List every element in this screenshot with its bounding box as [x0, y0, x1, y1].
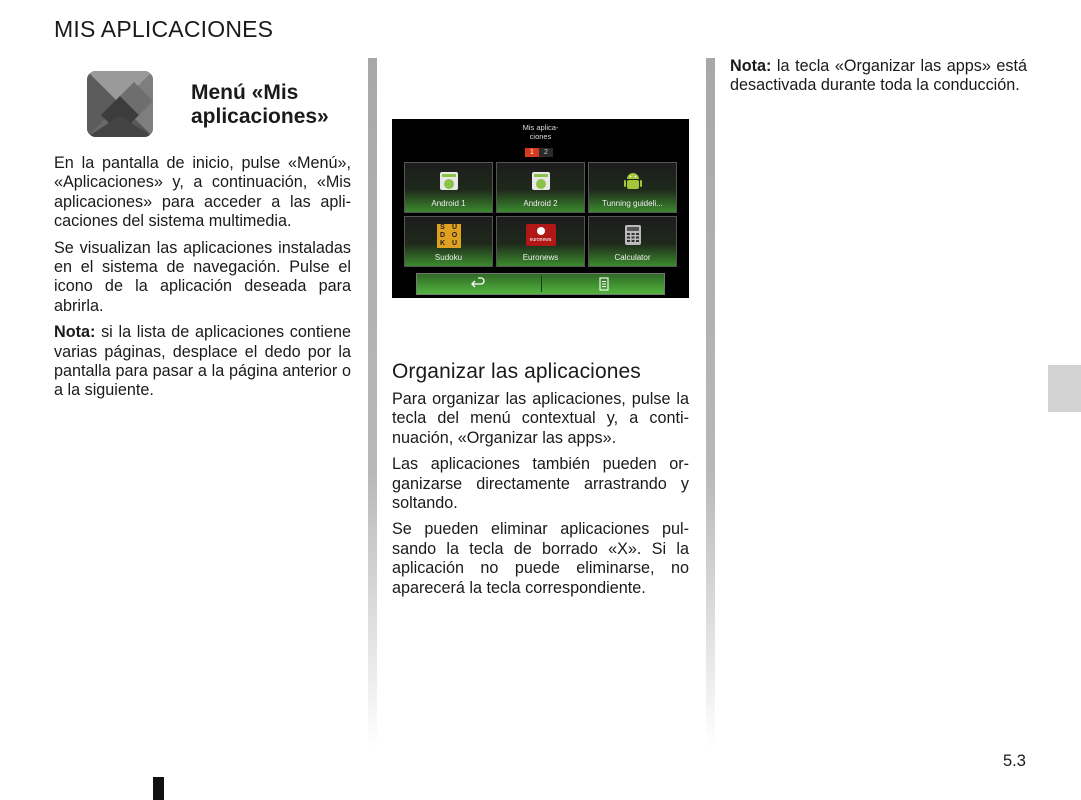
sudoku-letter: S — [440, 224, 445, 231]
sudoku-letter: K — [439, 240, 446, 247]
my-apps-icon — [87, 71, 153, 137]
sudoku-letter: U — [451, 240, 458, 247]
android-app-icon — [530, 170, 552, 192]
tile-sudoku[interactable] — [404, 216, 493, 267]
column-divider-bar — [706, 58, 715, 748]
sudoku-letter: O — [451, 232, 458, 239]
driving-note-para — [730, 57, 1027, 96]
organize-para-2: Las aplicaciones también pueden organizarse directamente arrastrando y soltando. — [392, 455, 689, 513]
page-number: 5.3 — [1003, 752, 1026, 770]
tile-euronews[interactable] — [496, 216, 585, 267]
column-divider-bar — [368, 58, 377, 748]
driving-note — [730, 57, 1027, 103]
note-text: si la lista de aplicaciones contiene varias páginas, desplace el dedo por la pantalla para pasar a la página anterior o a la siguiente. — [54, 323, 351, 400]
euronews-logo-text: euronews — [529, 237, 552, 243]
pager-page-2[interactable]: 2 — [539, 148, 553, 157]
tile-label: Tunning guideli... — [602, 199, 663, 208]
chapter-tab — [1048, 365, 1081, 412]
back-arrow-icon[interactable] — [471, 277, 485, 291]
organize-section-body — [392, 390, 689, 605]
apps-screen-image — [392, 119, 689, 298]
tile-calculator[interactable] — [588, 216, 677, 267]
organize-para-3: Se pueden eliminar aplicaciones pulsando la tecla de borrado «X». Si la aplicación no puede eliminarse, no aparecerá la tecla correspondiente. — [392, 520, 689, 597]
tile-label: Android 2 — [523, 199, 558, 208]
menu-note — [54, 323, 351, 401]
bar-divider — [541, 276, 542, 292]
menu-para-2: Se visualizan las aplicaciones instaladas en el sistema de navegación. Pulse el icono de la aplicación deseada para abrirla. — [54, 238, 351, 315]
organize-para-1: Para organizar las aplicaciones, pulse la tecla del menú contextual y, a continuación, «Organizar las apps». — [392, 390, 689, 447]
screen-bottom-bar — [416, 273, 665, 295]
calculator-icon — [622, 224, 644, 246]
sudoku-letter: D — [439, 232, 446, 239]
tile-android-2[interactable] — [496, 162, 585, 213]
note-text: la tecla «Organizar las apps» está desactivada durante toda la conducción. — [730, 57, 1027, 95]
euronews-dot — [537, 227, 545, 235]
android-robot-icon — [622, 170, 644, 192]
tile-label: Android 1 — [431, 199, 466, 208]
tile-android-1[interactable] — [404, 162, 493, 213]
menu-section-body — [54, 154, 351, 408]
page-title: MIS APLICACIONES — [54, 16, 274, 42]
tile-label: Calculator — [614, 253, 651, 262]
organize-section-heading: Organizar las aplicaciones — [392, 360, 641, 383]
note-label: Nota: — [54, 323, 96, 342]
print-mark — [153, 777, 164, 800]
pager-page-1[interactable]: 1 — [525, 148, 539, 157]
menu-para-1: En la pantalla de inicio, pulse «Menú», «Aplicaciones» y, a continuación, «Mis aplicaciones» para acceder a las aplicaciones del sistema multimedia. — [54, 154, 351, 231]
android-app-icon — [438, 170, 460, 192]
tile-label: Euronews — [522, 253, 559, 262]
menu-section-heading: Menú «Mis aplicaciones» — [191, 81, 329, 128]
context-menu-icon[interactable] — [597, 277, 611, 291]
sudoku-icon — [437, 224, 461, 248]
tile-tunning-guide[interactable] — [588, 162, 677, 213]
euronews-icon — [526, 224, 556, 246]
screen-title: Mis aplica- ciones — [522, 123, 559, 141]
screen-pager — [525, 148, 553, 157]
note-label: Nota: — [730, 57, 772, 75]
tile-label: Sudoku — [434, 253, 463, 262]
sudoku-letter: U — [451, 224, 458, 231]
